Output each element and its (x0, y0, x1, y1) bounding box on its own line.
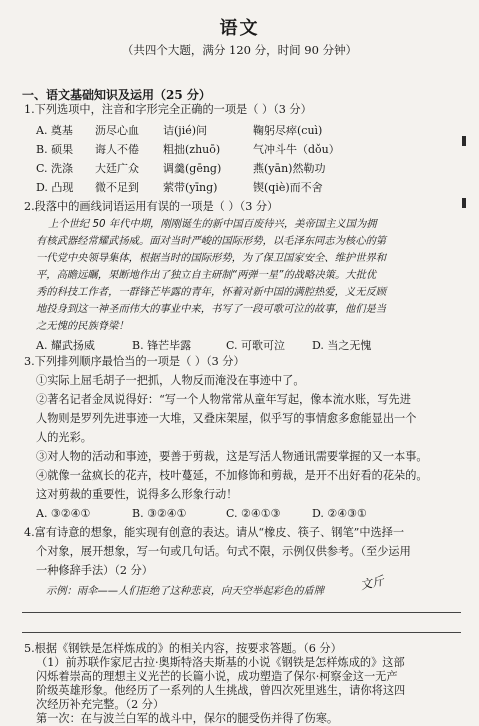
q2-passage-line: 之无愧的民族脊梁！ (36, 320, 129, 332)
q3-line: 这对剪裁的重要性，说得多么形象行动！ (36, 488, 238, 501)
q3-option-d: D. ②④③① (312, 507, 367, 520)
q1-option-c-1: C. 洗涤 (36, 162, 74, 175)
answer-line (22, 612, 461, 613)
q2-passage-line: 地投身到这一神圣而伟大的事业中来，书写了一段可歌可泣的故事，他们是当 (36, 303, 387, 315)
q3-line: ①实际上屈毛胡子一把抓，人物反而淹没在事迹中了。 (36, 374, 305, 387)
q2-passage-line: 平，高瞻远瞩，果断地作出了独立自主研制“两弹一星”的战略决策。大批优 (36, 269, 377, 281)
q1-option-c-3: 调羹(gēng) (163, 162, 222, 175)
q3-line: ③对人物的活动和事迹，要善于剪裁，这是写活人物通讯需要掌握的又一本事。 (36, 450, 428, 463)
q2-passage-line: 有核武器经常耀武扬威。面对当时严峻的国际形势，以毛泽东同志为核心的第 (36, 235, 387, 247)
q3-line: 人物则是罗列先进事迹一大堆，又叠床架屋，似乎写的事情愈多愈能显出一个 (36, 412, 417, 425)
section-heading: 一、语文基础知识及运用（25 分） (22, 88, 211, 102)
q1-option-b-1: B. 硕果 (36, 143, 74, 156)
q2-stem: 2.段落中的画线词语运用有误的一项是（ ）（3 分） (24, 200, 279, 213)
q3-stem: 3.下列排列顺序最恰当的一项是（ ）（3 分） (24, 355, 245, 368)
margin-mark (462, 136, 466, 146)
q1-option-a-2: 沥尽心血 (95, 124, 139, 137)
q3-line: 人的光彩。 (36, 431, 92, 444)
page-title: 语文 (219, 18, 260, 39)
q2-option-c: C. 可歌可泣 (226, 339, 286, 352)
q2-passage-line: 秀的科技工作者，一群锋芒毕露的青年，怀着对新中国的满腔热爱，义无反顾 (36, 286, 387, 298)
q5-line: （1）前苏联作家尼古拉·奥斯特洛夫斯基的小说《钢铁是怎样炼成的》这部 (36, 656, 405, 669)
q1-option-a-4: 鞠躬尽瘁(cuì) (253, 124, 323, 137)
q1-option-d-1: D. 凸现 (36, 181, 74, 194)
q1-option-c-4: 燕(yān)然勒功 (253, 162, 326, 175)
q2-passage-line: 上个世纪 50 年代中期，刚刚诞生的新中国百废待兴，美帝国主义国为拥 (48, 218, 377, 230)
answer-line (22, 632, 461, 633)
q4-line: 个对象，展开想象，写一句或几句话。句式不限，示例仅供参考。（至少运用 (36, 545, 411, 558)
page-subtitle: （共四个大题，满分 120 分，时间 90 分钟） (121, 43, 358, 57)
q1-option-c-2: 大廷广众 (95, 162, 139, 175)
q4-example: 示例：雨伞——人们拒绝了这种悲哀，向天空举起彩色的盾牌 (46, 585, 325, 597)
q5-line: 阶级英雄形象。他经历了一系列的人生挑战，曾四次死里逃生，请你将这四 (36, 684, 406, 697)
q3-line: ④就像一盆疯长的花卉，枝叶蔓延，不加修饰和剪裁，是开不出好看的花朵的。 (36, 469, 428, 482)
q4-line: 4.富有诗意的想象，能实现有创意的表达。请从“橡皮、筷子、钢笔”中选择一 (24, 526, 405, 539)
q2-passage-line: 一代党中央领导集体，根据当时的国际形势，为了保卫国家安全、维护世界和 (36, 252, 387, 264)
q5-line: 第一次：在与波兰白军的战斗中，保尔的腿受伤并得了伤寒。 (36, 712, 339, 725)
q1-option-b-2: 诲人不倦 (95, 143, 139, 156)
q3-option-a: A. ③②④① (36, 507, 91, 520)
q1-option-a-1: A. 奠基 (36, 124, 73, 137)
q1-stem: 1.下列选项中，注音和字形完全正确的一项是（ ）（3 分） (24, 103, 312, 116)
q5-line: 5.根据《钢铁是怎样炼成的》的相关内容，按要求答题。（6 分） (24, 642, 342, 655)
q1-option-d-2: 微不足到 (95, 181, 139, 194)
q2-option-b: B. 锋芒毕露 (132, 339, 192, 352)
q5-line: 次经历补充完整。（2 分） (36, 698, 165, 711)
q2-option-d: D. 当之无愧 (312, 339, 372, 352)
q2-option-a: A. 耀武扬威 (36, 339, 95, 352)
q3-line: ②著名记者金凤说得好：“写一个人物常常从童年写起，像本流水账，写先进 (36, 393, 411, 406)
margin-mark (462, 198, 466, 208)
q1-option-a-3: 诘(jié)问 (163, 124, 208, 137)
q1-option-d-3: 萦带(yīng) (163, 181, 218, 194)
q3-option-c: C. ②④①③ (226, 507, 281, 520)
q5-line: 闪烁着崇高的理想主义光芒的长篇小说，成功塑造了保尔·柯察金这一无产 (36, 670, 398, 683)
q1-option-b-4: 气冲斗牛（dǒu） (253, 143, 340, 156)
handwritten-signature: 文斤 (358, 573, 386, 593)
q1-option-d-4: 锲(qiè)而不舍 (253, 181, 323, 194)
q1-option-b-3: 粗拙(zhuō) (163, 143, 221, 156)
q3-option-b: B. ③②④① (132, 507, 187, 520)
q4-line: 一种修辞手法）（2 分） (36, 564, 153, 577)
